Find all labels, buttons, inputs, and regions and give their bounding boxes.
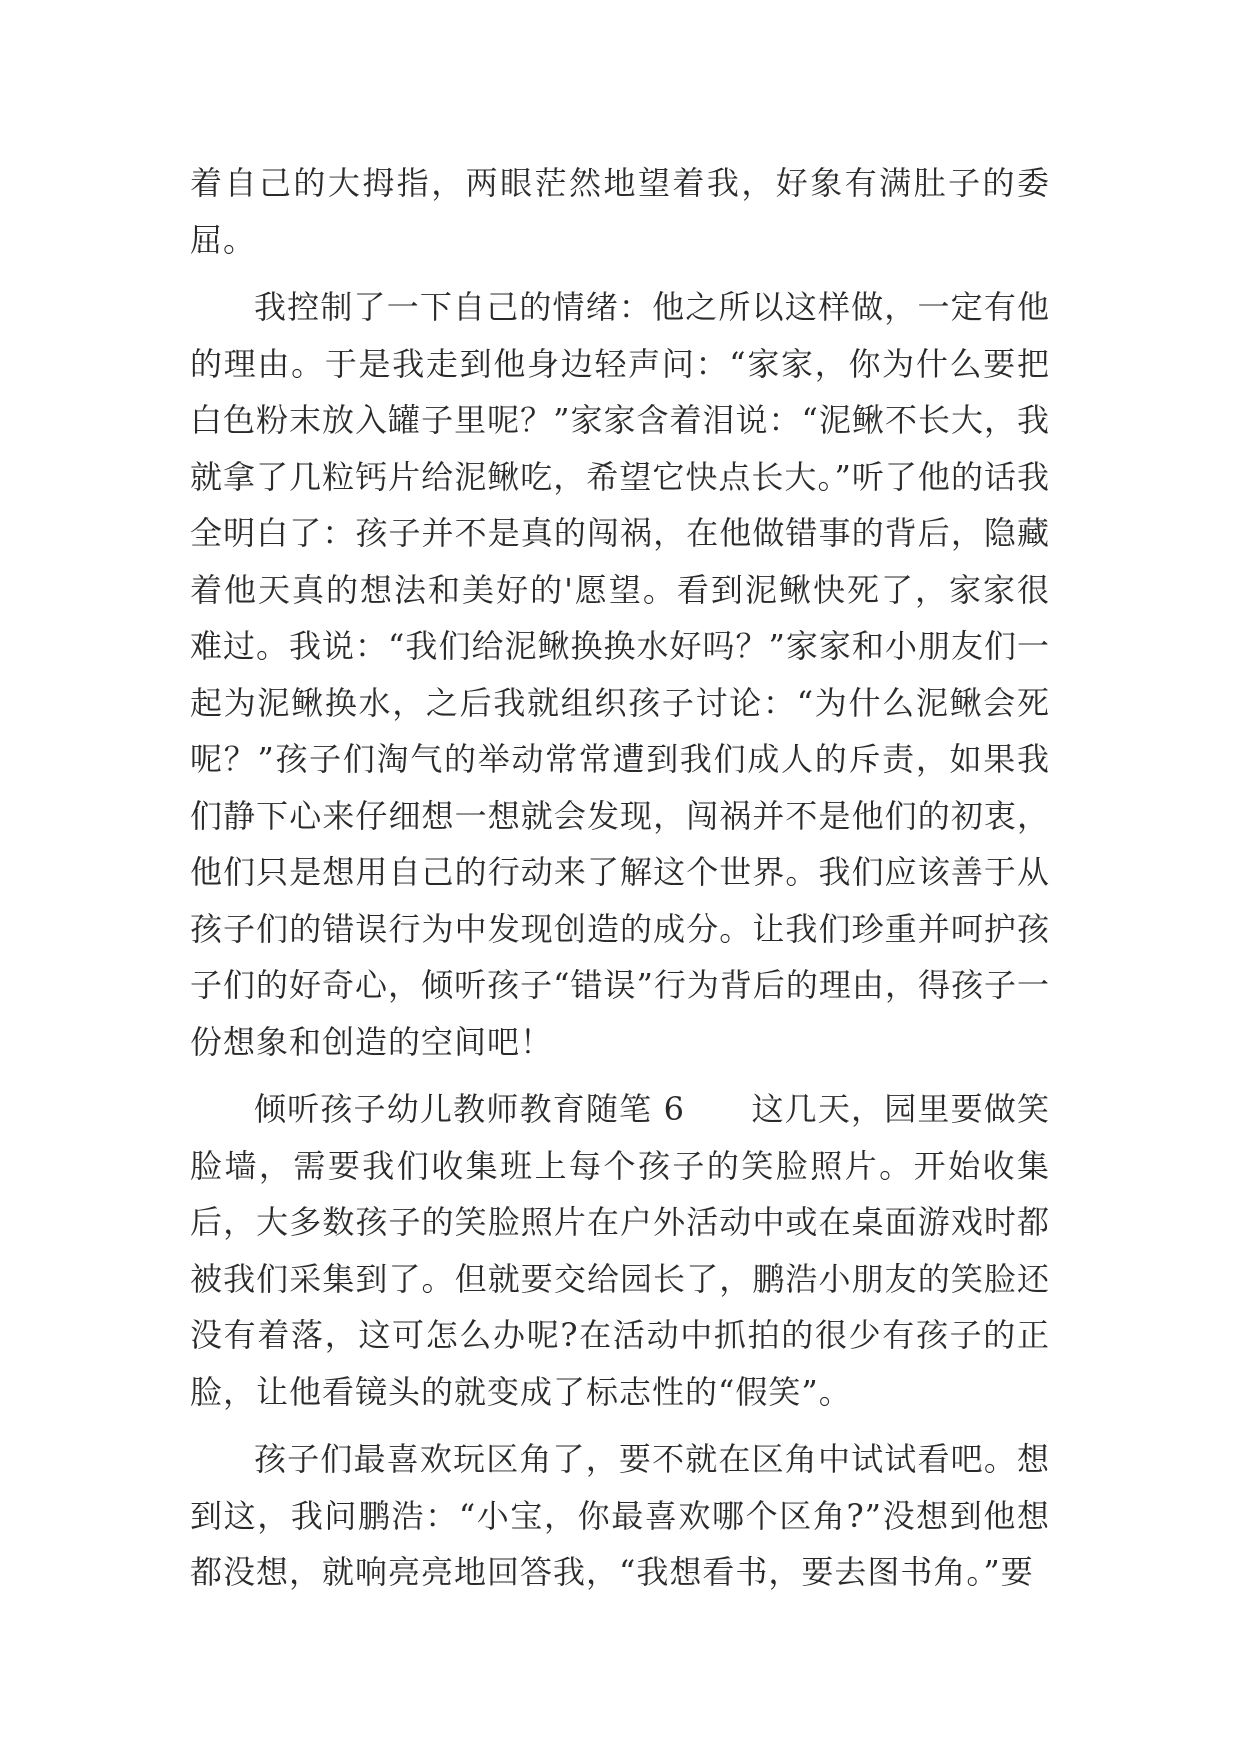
paragraph-4: 孩子们最喜欢玩区角了，要不就在区角中试试看吧。想到这，我问鹏浩：“小宝，你最喜欢哪个区角?”没想到他想都没想，就响亮亮地回答我，“我想看书，要去图书角。”要 xyxy=(190,1440,1050,1591)
paragraph-3: 倾听孩子幼儿教师教育随笔 6 这几天，园里要做笑脸墙，需要我们收集班上每个孩子的笑脸照片。开始收集后，大多数孩子的笑脸照片在户外活动中或在桌面游戏时都被我们采集到了。但就要交给园长了，鹏浩小朋友的笑脸还没有着落，这可怎么办呢?在活动中抓拍的很少有孩子的正脸，让他看镜头的就变成了标志性的“假笑”。 xyxy=(190,1090,1050,1411)
paragraph-1: 着自己的大拇指，两眼茫然地望着我，好象有满肚子的委屈。 xyxy=(190,164,1050,259)
document-page xyxy=(190,155,1050,1612)
paragraph-2: 我控制了一下自己的情绪：他之所以这样做，一定有他的理由。于是我走到他身边轻声问：“家家，你为什么要把白色粉末放入罐子里呢？”家家含着泪说：“泥鳅不长大，我就拿了几粒钙片给泥鳅吃，希望它快点长大。”听了他的话我全明白了：孩子并不是真的闯祸，在他做错事的背后，隐藏着他天真的想法和美好的'愿望。看到泥鳅快死了，家家很难过。我说：“我们给泥鳅换换水好吗？”家家和小朋友们一起为泥鳅换水，之后我就组织孩子讨论：“为什么泥鳅会死呢？”孩子们淘气的举动常常遭到我们成人的斥责，如果我们静下心来仔细想一想就会发现，闯祸并不是他们的初衷，他们只是想用自己的行动来了解这个世界。我们应该善于从孩子们的错误行为中发现创造的成分。让我们珍重并呵护孩子们的好奇心，倾听孩子“错误”行为背后的理由，得孩子一份想象和创造的空间吧！ xyxy=(190,288,1050,1061)
